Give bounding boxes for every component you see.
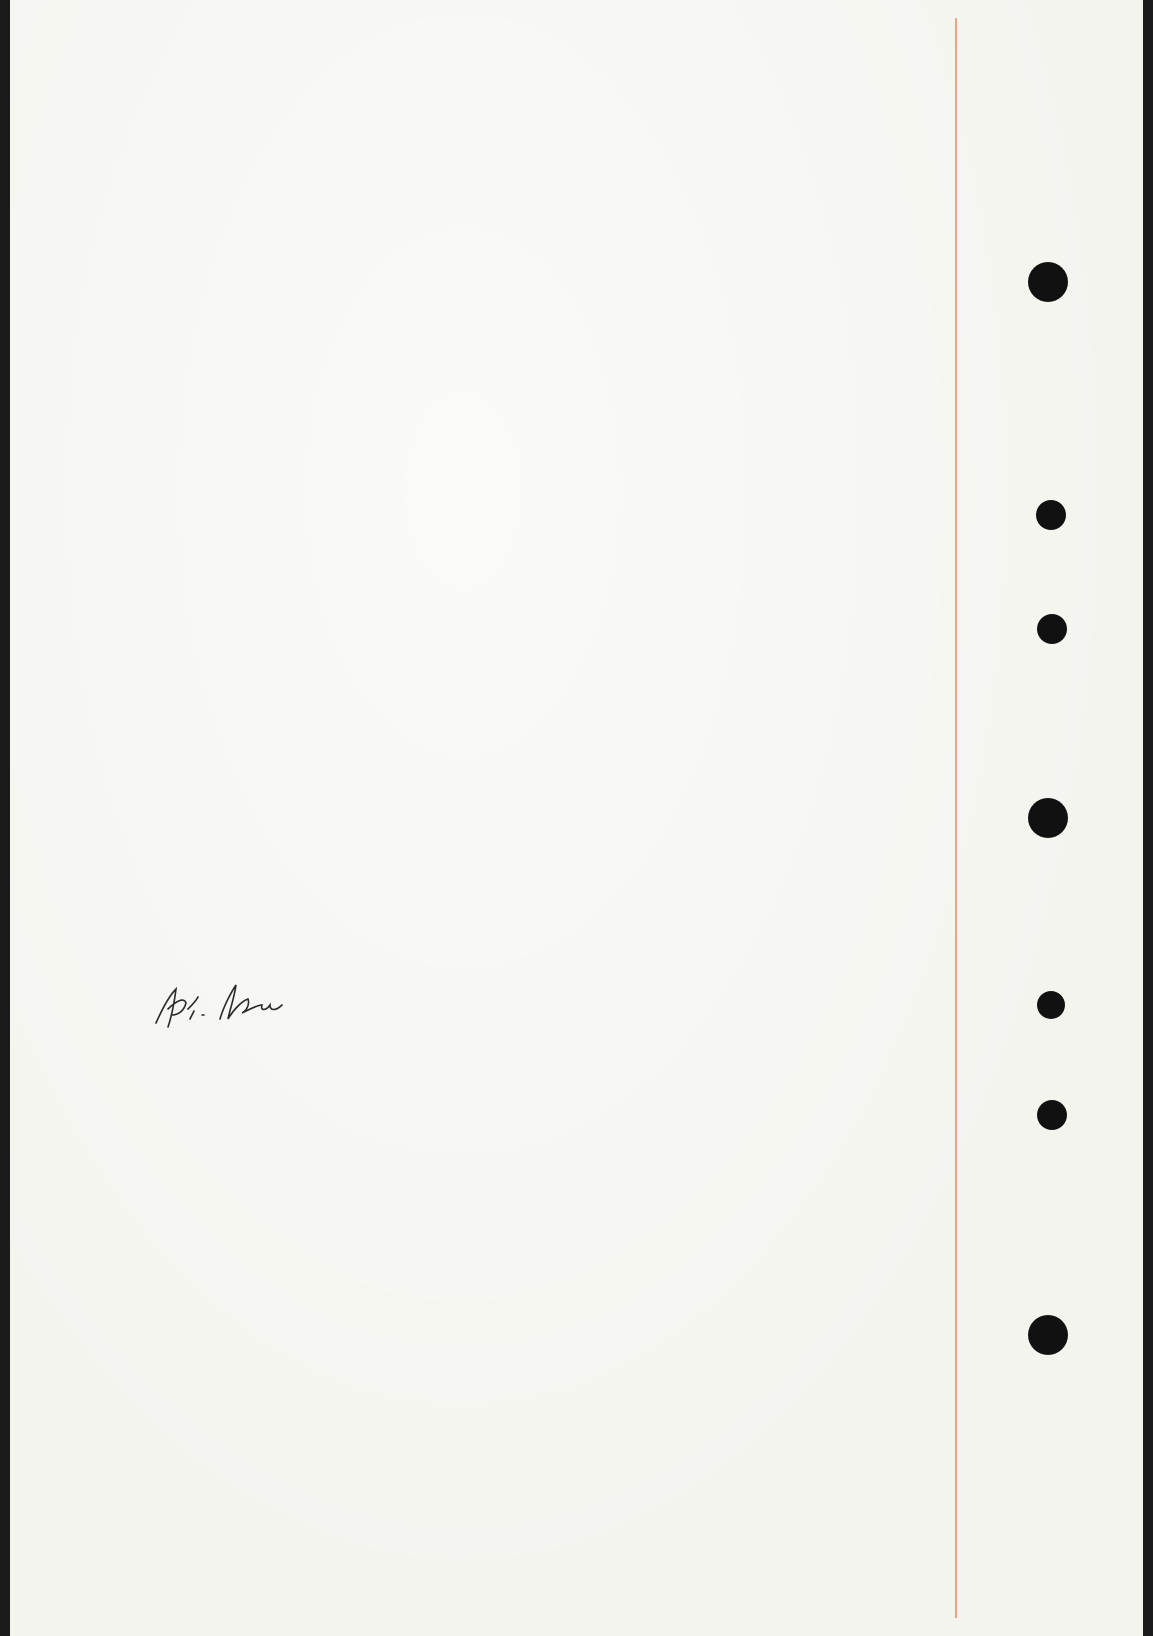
punch-hole (1036, 500, 1066, 530)
punch-hole (1037, 1100, 1067, 1130)
punch-hole (1028, 1315, 1068, 1355)
punch-hole (1028, 798, 1068, 838)
punch-hole (1037, 614, 1067, 644)
punch-hole (1028, 262, 1068, 302)
punch-hole (1037, 991, 1065, 1019)
handwritten-initials (150, 975, 310, 1040)
margin-rule (955, 18, 957, 1618)
document-page (10, 0, 1143, 1636)
